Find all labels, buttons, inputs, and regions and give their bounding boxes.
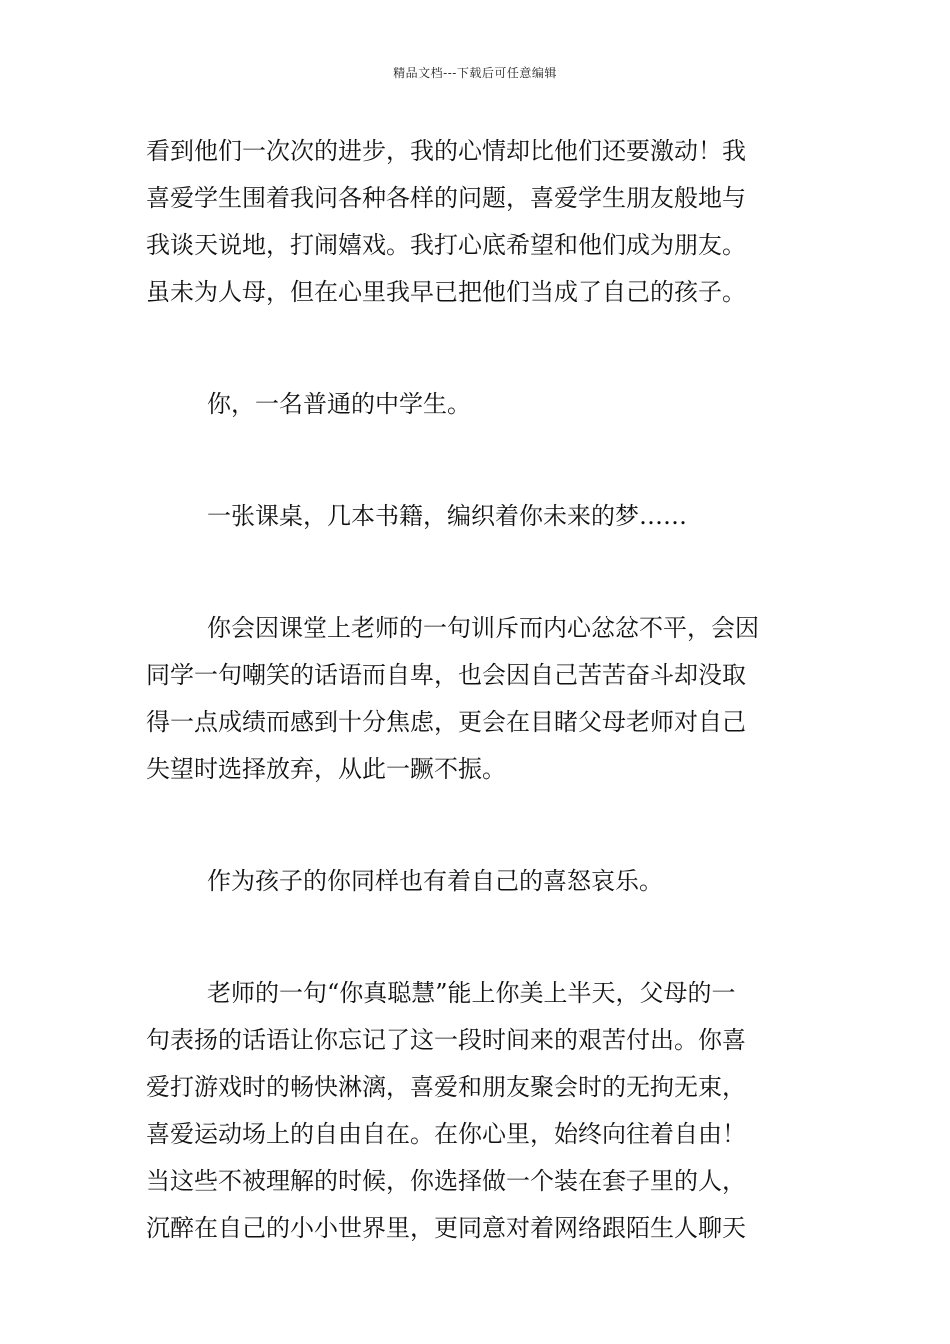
text-line: 作为孩子的你同样也有着自己的喜怒哀乐。 [207,867,663,895]
text-line: 失望时选择放弃，从此一蹶不振。 [146,755,506,783]
paragraph-spacer [146,316,811,381]
text-line: 我谈天说地，打闹嬉戏。我打心底希望和他们成为朋友。 [146,231,746,259]
text-line: 喜爱学生围着我问各种各样的问题，喜爱学生朋友般地与 [146,184,746,212]
paragraph-spacer [146,793,811,858]
text-line: 虽未为人母，但在心里我早已把他们当成了自己的孩子。 [146,278,746,306]
paragraph-spacer [146,428,811,493]
page-header: 精品文档---下载后可任意编辑 [393,66,557,80]
text-line: 一张课桌，几本书籍，编织着你未来的梦…… [207,502,687,530]
document-body [146,128,811,1252]
text-line: 爱打游戏时的畅快淋漓，喜爱和朋友聚会时的无拘无束， [146,1073,746,1101]
paragraph-spacer [146,540,811,605]
text-line: 你，一名普通的中学生。 [207,390,471,418]
paragraph-3 [146,493,811,540]
paragraph-4 [146,605,811,793]
text-line: 看到他们一次次的进步，我的心情却比他们还要激动！我 [146,137,746,165]
text-line: 你会因课堂上老师的一句训斥而内心忿忿不平，会因 [207,614,759,642]
text-line: 当这些不被理解的时候，你选择做一个装在套子里的人， [146,1167,746,1195]
paragraph-6 [146,970,811,1252]
text-line: 老师的一句“你真聪慧”能上你美上半天，父母的一 [207,979,736,1007]
paragraph-5 [146,858,811,905]
paragraph-1 [146,128,811,316]
text-line: 得一点成绩而感到十分焦虑，更会在目睹父母老师对自己 [146,708,746,736]
text-line: 句表扬的话语让你忘记了这一段时间来的艰苦付出。你喜 [146,1026,746,1054]
text-line: 沉醉在自己的小小世界里，更同意对着网络跟陌生人聊天 [146,1214,746,1242]
text-line: 同学一句嘲笑的话语而自卑，也会因自己苦苦奋斗却没取 [146,661,746,689]
paragraph-2 [146,381,811,428]
text-line: 喜爱运动场上的自由自在。在你心里，始终向往着自由！ [146,1120,746,1148]
paragraph-spacer [146,905,811,970]
